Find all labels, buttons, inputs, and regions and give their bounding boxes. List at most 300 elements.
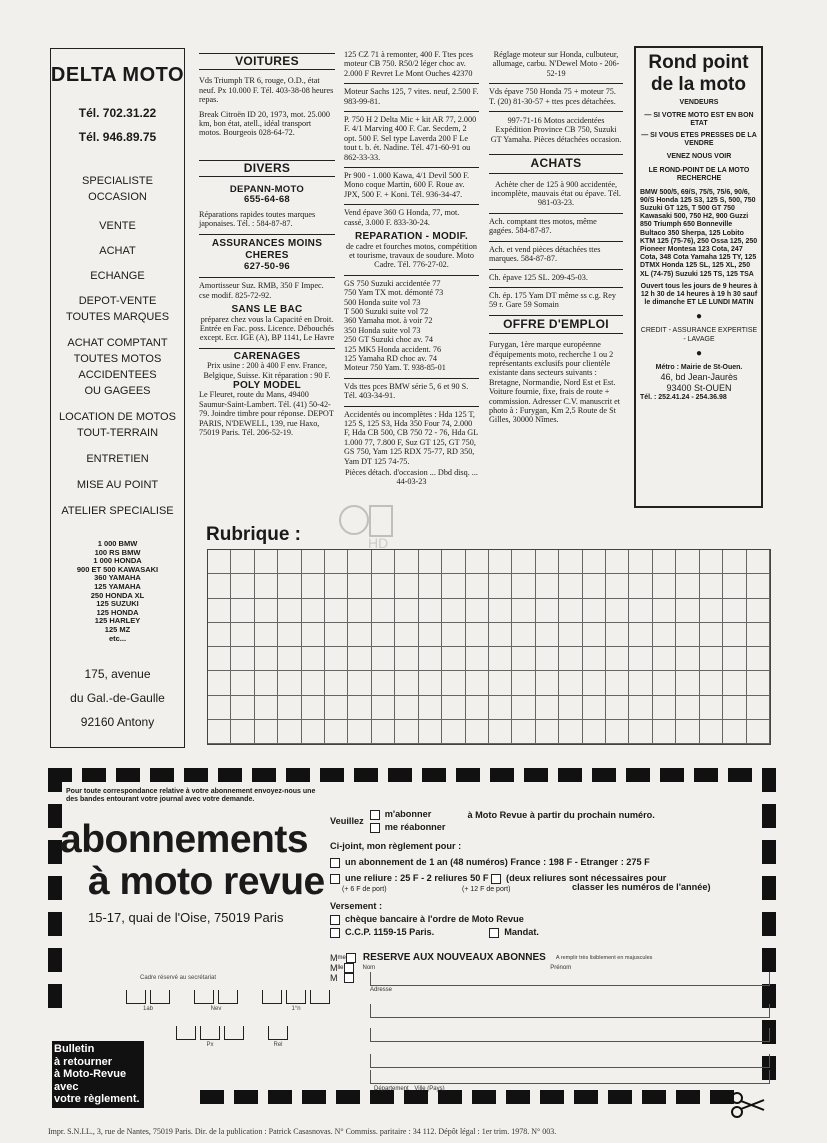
coupon-border-dash xyxy=(252,768,276,782)
grid-cell[interactable] xyxy=(723,671,746,695)
grid-cell[interactable] xyxy=(676,550,699,574)
grid-cell[interactable] xyxy=(231,671,254,695)
grid-cell[interactable] xyxy=(278,696,301,720)
voitures-heading: VOITURES xyxy=(235,54,299,68)
grid-cell[interactable] xyxy=(512,623,535,647)
ville-labels: Département Ville (Pays) xyxy=(374,1086,445,1092)
grid-cell[interactable] xyxy=(231,599,254,623)
grid-cell[interactable] xyxy=(419,599,442,623)
grid-cell[interactable] xyxy=(395,550,418,574)
grid-cell[interactable] xyxy=(700,550,723,574)
grid-cell[interactable] xyxy=(348,599,371,623)
classified-ad: Amortisseur Suz. RMB, 350 F Impec. cse modif. 825-72-92. xyxy=(199,281,324,300)
coupon-border-dash xyxy=(490,768,514,782)
grid-cell[interactable] xyxy=(536,574,559,598)
grid-cell[interactable] xyxy=(747,574,770,598)
grid-cell[interactable] xyxy=(372,671,395,695)
grid-cell[interactable] xyxy=(559,647,582,671)
grid-cell[interactable] xyxy=(395,720,418,744)
grid-cell[interactable] xyxy=(606,671,629,695)
coupon-form: Veuillez m'abonner me réabonner à Moto Revue à partir du prochain numéro. Ci-joint, mon règlement pour : un abonnement de 1 an (48 numéros) France : 198 F - Etranger : 275 F une reliure : 25 F - 2 reliures 50 F (deux reliures sont nécessaires pour (+ 6 F de port) (+ 12 F de port) classer les numéros de l'année) Versement : chèque bancaire à l'ordre de Moto Revue C.C.P. 1159-15 Paris. Mandat. xyxy=(330,809,711,937)
grid-cell[interactable] xyxy=(583,720,606,744)
coupon-border-dash xyxy=(626,768,650,782)
classified-ad: Ch. ép. 175 Yam DT même ss c.g. Rey 59 r. Gare 59 Somain xyxy=(489,290,616,310)
emploi-heading: OFFRE D'EMPLOI xyxy=(503,316,609,331)
classified-ad: Vds épave 750 Honda 75 + moteur 75. T. (20) 81-30-57 + ttes pces détachées. xyxy=(489,87,616,106)
grid-cell[interactable] xyxy=(653,550,676,574)
grid-cell[interactable] xyxy=(208,550,231,574)
coupon-border-dash xyxy=(336,1090,360,1104)
service-item: DEPOT-VENTE xyxy=(78,295,157,307)
grid-cell[interactable] xyxy=(629,647,652,671)
grid-cell[interactable] xyxy=(208,623,231,647)
divers-heading: DIVERS xyxy=(243,160,291,175)
grid-cell[interactable] xyxy=(302,720,325,744)
grid-cell[interactable] xyxy=(325,599,348,623)
grid-cell[interactable] xyxy=(606,574,629,598)
grid-cell[interactable] xyxy=(606,647,629,671)
grid-cell[interactable] xyxy=(395,696,418,720)
grid-cell[interactable] xyxy=(208,696,231,720)
grid-cell[interactable] xyxy=(278,599,301,623)
grid-cell[interactable] xyxy=(255,671,278,695)
reabonner-checkbox[interactable] xyxy=(370,823,380,833)
coupon-border-dash xyxy=(354,768,378,782)
grid-cell[interactable] xyxy=(559,623,582,647)
grid-cell[interactable] xyxy=(255,599,278,623)
classified-ad: Break Citroën ID 20, 1973, mot. 25.000 km, bon état, atell., idéal transport motos. Bourgeois 028-64-72. xyxy=(199,109,330,138)
cheque-checkbox[interactable] xyxy=(330,915,340,925)
grid-cell[interactable] xyxy=(208,720,231,744)
grid-cell[interactable] xyxy=(489,599,512,623)
bulletin-text: Bulletin à retourner à Moto-Revue avec votre règlement. xyxy=(52,1041,144,1108)
grid-cell[interactable] xyxy=(419,647,442,671)
grid-cell[interactable] xyxy=(302,574,325,598)
classified-ad: préparez chez vous la Capacité en Droit. Entrée en Fac. poss. Licence. Débouchés except. Ecr. IGE (A), BP 1141, Le Havre xyxy=(199,314,335,343)
coupon-border-dash xyxy=(540,1090,564,1104)
adresse-field-1[interactable] xyxy=(370,1004,770,1018)
grid-cell[interactable] xyxy=(395,647,418,671)
grid-cell[interactable] xyxy=(747,599,770,623)
classified-ad: Pièces détach. d'occasion ... Dbd disq. ... 44-03-23 xyxy=(345,468,478,487)
grid-cell[interactable] xyxy=(559,696,582,720)
grid-cell[interactable] xyxy=(653,623,676,647)
grid-cell[interactable] xyxy=(419,550,442,574)
grid-cell[interactable] xyxy=(348,647,371,671)
grid-cell[interactable] xyxy=(325,623,348,647)
grid-cell[interactable] xyxy=(255,623,278,647)
abonnement-checkbox[interactable] xyxy=(330,858,340,868)
rond-point-body: VENDEURS — SI VOTRE MOTO EST EN BON ETAT — SI VOUS ETES PRESSES DE LA VENDRE VENEZ NOUS VOIR LE ROND-POINT DE LA MOTO RECHERCHE BMW 500/5, 69/S, 75/5, 75/6, 90/6, 90/S Honda 125 S3, 125 S, 500, 750 Suzuki GT 125, T 500 GT 750 Kawasaki 500, 750 H2, 900 Guzzi 850 Triumph 650 Bonneville Bultaco 350 Sherpa, 125 Lobito KTM 125 (75-76), 250 Ossa 125, 250 Pioneer Montesa 123 Cota, 247 Cota, 348 Cota Yamaha 125 TY, 125 DTMX Honda 125 SL, 125 XL, 250 XL (74-75) Suzuki 125 TS, 125 TSA Ouvert tous les jours de 9 heures à 12 h 30 de 14 heures à 19 h 30 sauf le dimanche ET LE LUNDI MATIN ● CREDIT - ASSURANCE EXPERTISE - LAVAGE ● Métro : Mairie de St-Ouen. 46, bd Jean-Jaurès 93400 St-OUEN Tél. : 252.41.24 - 254.36.98 xyxy=(640,99,758,402)
grid-cell[interactable] xyxy=(629,696,652,720)
grid-cell[interactable] xyxy=(676,696,699,720)
grid-cell[interactable] xyxy=(442,574,465,598)
abonnement-note: Pour toute correspondance relative à votre abonnement envoyez-nous une des bandes entourant votre journal avec votre demande. xyxy=(66,788,316,803)
grid-cell[interactable] xyxy=(395,599,418,623)
grid-cell[interactable] xyxy=(676,671,699,695)
grid-cell[interactable] xyxy=(325,550,348,574)
grid-cell[interactable] xyxy=(489,696,512,720)
grid-cell[interactable] xyxy=(208,574,231,598)
coupon-border-dash xyxy=(48,948,62,972)
grid-cell[interactable] xyxy=(559,720,582,744)
grid-cell[interactable] xyxy=(208,599,231,623)
coupon-border-dash xyxy=(286,768,310,782)
grid-cell[interactable] xyxy=(583,696,606,720)
coupon-border-dash xyxy=(642,1090,666,1104)
grid-cell[interactable] xyxy=(302,671,325,695)
grid-cell[interactable] xyxy=(700,623,723,647)
grid-cell[interactable] xyxy=(348,574,371,598)
abonner-checkbox[interactable] xyxy=(370,810,380,820)
grid-cell[interactable] xyxy=(325,647,348,671)
grid-cell[interactable] xyxy=(629,671,652,695)
grid-cell[interactable] xyxy=(231,647,254,671)
coupon-border-dash xyxy=(456,768,480,782)
adresse-field-2[interactable] xyxy=(370,1028,770,1042)
grid-cell[interactable] xyxy=(512,671,535,695)
title-m-checkbox[interactable] xyxy=(346,953,356,963)
grid-cell[interactable] xyxy=(372,550,395,574)
coupon-border-dash xyxy=(608,1090,632,1104)
grid-cell[interactable] xyxy=(231,720,254,744)
grid-cell[interactable] xyxy=(466,574,489,598)
grid-cell[interactable] xyxy=(489,671,512,695)
coupon-border-dash xyxy=(200,1090,224,1104)
grid-cell[interactable] xyxy=(747,647,770,671)
grid-cell[interactable] xyxy=(559,599,582,623)
grid-cell[interactable] xyxy=(536,671,559,695)
grid-cell[interactable] xyxy=(395,574,418,598)
grid-cell[interactable] xyxy=(606,696,629,720)
grid-cell[interactable] xyxy=(629,599,652,623)
grid-cell[interactable] xyxy=(653,647,676,671)
grid-cell[interactable] xyxy=(325,720,348,744)
grid-cell[interactable] xyxy=(700,599,723,623)
nom-field[interactable] xyxy=(370,972,770,986)
grid-cell[interactable] xyxy=(419,671,442,695)
grid-cell[interactable] xyxy=(676,599,699,623)
coupon-border-dash xyxy=(404,1090,428,1104)
coupon-border-dash xyxy=(48,912,62,936)
delta-tel2: Tél. 946.89.75 xyxy=(78,130,157,144)
grid-cell[interactable] xyxy=(231,623,254,647)
grid-cell[interactable] xyxy=(302,599,325,623)
grid-cell[interactable] xyxy=(629,623,652,647)
grid-cell[interactable] xyxy=(325,696,348,720)
title-m-checkbox[interactable] xyxy=(344,973,354,983)
grid-cell[interactable] xyxy=(442,696,465,720)
grid-cell[interactable] xyxy=(676,720,699,744)
depann-title: DEPANN-MOTO xyxy=(229,184,305,196)
grid-cell[interactable] xyxy=(606,550,629,574)
coupon-border-dash xyxy=(48,768,62,792)
classified-ad: Achète cher de 125 à 900 accidentée, incomplète, mauvais état ou épave. Tél. 981-03-23. xyxy=(491,179,621,208)
classified-ad: Prix usine : 200 à 400 F env. France, Belgique, Suisse. Kit réparation : 90 F. xyxy=(203,361,331,380)
grid-cell[interactable] xyxy=(466,696,489,720)
grid-cell[interactable] xyxy=(536,623,559,647)
grid-cell[interactable] xyxy=(606,599,629,623)
grid-cell[interactable] xyxy=(489,647,512,671)
grid-cell[interactable] xyxy=(419,720,442,744)
moto-revue-title: à moto revue xyxy=(88,860,325,903)
grid-cell[interactable] xyxy=(231,574,254,598)
secretariat-boxes: 1ab Nev 1°n Px Rel xyxy=(124,990,332,1048)
grid-cell[interactable] xyxy=(606,623,629,647)
grid-cell[interactable] xyxy=(255,696,278,720)
classified-ad: Vend épave 360 G Honda, 77, mot. cassé, 3.000 F. 833-30-24. xyxy=(344,208,460,227)
grid-cell[interactable] xyxy=(278,623,301,647)
grid-cell[interactable] xyxy=(700,720,723,744)
classified-ad: Furygan, 1ère marque européenne d'équipements moto, recherche 1 ou 2 représentants exclusifs pour clientèle existante dans secteurs suivants : Bretagne, Normandie, Nord Est et Est. Voiture fournie, fixe, frais de route + commission. Adresser C.V. manuscrit et photo à : Furygan, Km 2,5 Route de St Gilles, 30000 Nîmes. xyxy=(489,340,621,425)
coupon-border-dash xyxy=(438,1090,462,1104)
grid-cell[interactable] xyxy=(747,696,770,720)
grid-cell[interactable] xyxy=(747,623,770,647)
grid-cell[interactable] xyxy=(653,671,676,695)
grid-cell[interactable] xyxy=(372,623,395,647)
delta-address: 175, avenue du Gal.-de-Gaulle 92160 Antony xyxy=(70,667,165,729)
classified-ad: de cadre et fourches motos, compétition et tourisme, travaux de soudure. Moto Cadre. Tél. 776-27-02. xyxy=(346,241,477,270)
column-four xyxy=(489,50,623,430)
coupon-border-dash xyxy=(48,984,62,1008)
grid-cell[interactable] xyxy=(278,550,301,574)
grid-cell[interactable] xyxy=(348,623,371,647)
service-item: ACHAT xyxy=(99,245,136,257)
grid-cell[interactable] xyxy=(536,599,559,623)
coupon-border-dash xyxy=(762,768,776,792)
service-item: ATELIER SPECIALISE xyxy=(61,505,174,517)
classified-ad: 125 CZ 71 à remonter, 400 F. Ttes pces moteur CB 750. R50/2 léger choc av. 2.000 F Revret Le Mont Ouches 42370 xyxy=(344,50,473,78)
grid-cell[interactable] xyxy=(489,550,512,574)
grid-cell[interactable] xyxy=(466,647,489,671)
service-item: ECHANGE xyxy=(90,270,145,282)
grid-cell[interactable] xyxy=(559,671,582,695)
grid-cell[interactable] xyxy=(512,647,535,671)
coupon-border-dash xyxy=(82,768,106,782)
grid-cell[interactable] xyxy=(583,574,606,598)
coupon-border-dash xyxy=(694,768,718,782)
grid-cell[interactable] xyxy=(348,696,371,720)
classified-ad: Ch. épave 125 SL. 209-45-03. xyxy=(489,272,588,282)
grid-cell[interactable] xyxy=(723,599,746,623)
grid-cell[interactable] xyxy=(348,671,371,695)
grid-cell[interactable] xyxy=(747,720,770,744)
grid-cell[interactable] xyxy=(208,647,231,671)
grid-cell[interactable] xyxy=(676,574,699,598)
nouveaux-abonnes: M me RESERVE AUX NOUVEAUX ABONNES A remplir très lisiblement en majuscules M lle Nom Prénom M Adresse xyxy=(330,952,653,993)
grid-cell[interactable] xyxy=(583,671,606,695)
grid-cell[interactable] xyxy=(255,720,278,744)
grid-cell[interactable] xyxy=(442,623,465,647)
coupon-border-dash xyxy=(676,1090,700,1104)
grid-cell[interactable] xyxy=(489,574,512,598)
grid-cell[interactable] xyxy=(231,696,254,720)
grid-cell[interactable] xyxy=(442,647,465,671)
grid-cell[interactable] xyxy=(325,574,348,598)
grid-cell[interactable] xyxy=(442,550,465,574)
service-item: ACCIDENTEES xyxy=(78,369,157,381)
cadre-secretariat: Cadre réservé au secrétariat xyxy=(140,975,217,981)
grid-cell[interactable] xyxy=(512,696,535,720)
coupon-border-dash xyxy=(388,768,412,782)
coupon-border-dash xyxy=(302,1090,326,1104)
grid-cell[interactable] xyxy=(723,696,746,720)
grid-cell[interactable] xyxy=(512,574,535,598)
mandat-checkbox[interactable] xyxy=(489,928,499,938)
assurances-title: ASSURANCES MOINS CHERES xyxy=(211,237,323,261)
depann-tel: 655-64-68 xyxy=(243,193,290,205)
grid-cell[interactable] xyxy=(723,550,746,574)
grid-cell[interactable] xyxy=(348,550,371,574)
rubrique-grid[interactable] xyxy=(207,549,771,745)
coupon-border-dash xyxy=(320,768,344,782)
achats-heading: ACHATS xyxy=(530,156,582,171)
grid-cell[interactable] xyxy=(559,550,582,574)
service-item: OU GAGEES xyxy=(84,385,151,397)
coupon-border-dash xyxy=(422,768,446,782)
grid-cell[interactable] xyxy=(747,550,770,574)
classified-ad: P. 750 H 2 Delta Mic + kit AR 77, 2.000 F. 4/1 Marving 400 F. Car. Secdem, 2 opt. 500 F. Sel type Laverda 200 F Le tout t. b. ét. Nadine. Tél. 471-60-91 ou 862-33-33. xyxy=(344,115,477,162)
grid-cell[interactable] xyxy=(419,696,442,720)
grid-cell[interactable] xyxy=(700,671,723,695)
grid-cell[interactable] xyxy=(512,599,535,623)
service-item: ACHAT COMPTANT xyxy=(67,337,168,349)
grid-cell[interactable] xyxy=(723,720,746,744)
grid-cell[interactable] xyxy=(466,720,489,744)
grid-cell[interactable] xyxy=(489,623,512,647)
classified-ad: Réglage moteur sur Honda, culbuteur, allumage, carbu. N'Dewel Moto - 206-52-19 xyxy=(492,50,620,78)
grid-cell[interactable] xyxy=(442,599,465,623)
reliures-checkbox[interactable] xyxy=(491,874,501,884)
grid-cell[interactable] xyxy=(278,647,301,671)
grid-cell[interactable] xyxy=(747,671,770,695)
grid-cell[interactable] xyxy=(372,720,395,744)
grid-cell[interactable] xyxy=(302,647,325,671)
grid-cell[interactable] xyxy=(536,647,559,671)
grid-cell[interactable] xyxy=(583,599,606,623)
grid-cell[interactable] xyxy=(536,720,559,744)
grid-cell[interactable] xyxy=(653,599,676,623)
coupon-border-dash xyxy=(506,1090,530,1104)
grid-cell[interactable] xyxy=(419,623,442,647)
grid-cell[interactable] xyxy=(536,550,559,574)
coupon-border-dash xyxy=(592,768,616,782)
grid-cell[interactable] xyxy=(512,720,535,744)
coupon-border-dash xyxy=(218,768,242,782)
grid-cell[interactable] xyxy=(559,574,582,598)
grid-cell[interactable] xyxy=(372,599,395,623)
grid-cell[interactable] xyxy=(372,647,395,671)
watermark-logo xyxy=(336,500,396,550)
grid-cell[interactable] xyxy=(372,574,395,598)
service-item: TOUT-TERRAIN xyxy=(76,427,159,439)
grid-cell[interactable] xyxy=(700,647,723,671)
grid-cell[interactable] xyxy=(653,720,676,744)
grid-cell[interactable] xyxy=(512,550,535,574)
grid-cell[interactable] xyxy=(676,623,699,647)
grid-cell[interactable] xyxy=(278,671,301,695)
coupon-border-dash xyxy=(184,768,208,782)
title-mlle-checkbox[interactable] xyxy=(344,963,354,973)
coupon-border-dash xyxy=(48,876,62,900)
grid-cell[interactable] xyxy=(700,574,723,598)
adresse-field-3[interactable] xyxy=(370,1054,770,1068)
grid-cell[interactable] xyxy=(629,550,652,574)
coupon-border-dash xyxy=(370,1090,394,1104)
grid-cell[interactable] xyxy=(278,574,301,598)
svg-text:HD: HD xyxy=(368,535,389,550)
grid-cell[interactable] xyxy=(395,623,418,647)
grid-cell[interactable] xyxy=(372,696,395,720)
coupon-border-dash xyxy=(150,768,174,782)
scissors-icon xyxy=(730,1090,766,1120)
grid-cell[interactable] xyxy=(442,720,465,744)
delta-models: 1 000 BMW 100 RS BMW 1 000 HONDA 900 ET 500 KAWASAKI 360 YAMAHA 125 YAMAHA 250 HONDA XL 125 SUZUKI 125 HONDA 125 HARLEY 125 MZ etc... xyxy=(76,539,159,643)
classified-ad-list: GS 750 Suzuki accidentée 77 750 Yam TX mot. démonté 73 500 Honda suite vol 73 T 500 Suzuki suite vol 72 360 Yamaha mot. à voir 72 350 Honda suite vol 73 250 GT Suzuki choc av. 74 125 MK5 Honda accident. 76 125 Yamaha RD choc av. 74 Moteur 750 Yam. T. 938-85-01 xyxy=(344,278,446,373)
grid-cell[interactable] xyxy=(466,623,489,647)
grid-cell[interactable] xyxy=(629,574,652,598)
service-item: LOCATION DE MOTOS xyxy=(59,411,176,423)
grid-cell[interactable] xyxy=(583,647,606,671)
grid-cell[interactable] xyxy=(325,671,348,695)
grid-cell[interactable] xyxy=(302,696,325,720)
grid-cell[interactable] xyxy=(583,623,606,647)
service-item: TOUTES MARQUES xyxy=(65,311,170,323)
grid-cell[interactable] xyxy=(255,550,278,574)
grid-cell[interactable] xyxy=(536,696,559,720)
grid-cell[interactable] xyxy=(583,550,606,574)
grid-cell[interactable] xyxy=(255,647,278,671)
grid-cell[interactable] xyxy=(442,671,465,695)
delta-title: DELTA MOTO xyxy=(50,64,185,86)
grid-cell[interactable] xyxy=(419,574,442,598)
grid-cell[interactable] xyxy=(653,574,676,598)
grid-cell[interactable] xyxy=(278,720,301,744)
grid-cell[interactable] xyxy=(723,574,746,598)
ccp-checkbox[interactable] xyxy=(330,928,340,938)
grid-cell[interactable] xyxy=(231,550,254,574)
grid-cell[interactable] xyxy=(606,720,629,744)
grid-cell[interactable] xyxy=(489,720,512,744)
grid-cell[interactable] xyxy=(348,720,371,744)
classified-ad: 997-71-16 Motos accidentées Expédition Province CB 750, Suzuki GT Yamaha. Pièces détachées occasion. xyxy=(490,116,622,144)
grid-cell[interactable] xyxy=(700,696,723,720)
grid-cell[interactable] xyxy=(302,550,325,574)
coupon-border-dash xyxy=(268,1090,292,1104)
coupon-border-dash xyxy=(574,1090,598,1104)
grid-cell[interactable] xyxy=(466,599,489,623)
classified-ad: Vds Triumph TR 6, rouge, O.D., état neuf. Px 10.000 F. Tél. 403-38-08 heures repas. xyxy=(199,76,334,105)
reliure-checkbox[interactable] xyxy=(330,874,340,884)
service-item: VENTE xyxy=(99,220,136,232)
grid-cell[interactable] xyxy=(723,623,746,647)
abonnements-title: abonnements xyxy=(60,818,309,861)
imprint-footer: Impr. S.N.I.L., 3, rue de Nantes, 75019 Paris. Dir. de la publication : Patrick Casasnovas. N° Commiss. paritaire : 34 112. Dépôt légal : 1er trim. 1978. N° 003. xyxy=(48,1127,557,1136)
grid-cell[interactable] xyxy=(466,671,489,695)
ville-field[interactable] xyxy=(370,1070,770,1084)
grid-cell[interactable] xyxy=(629,720,652,744)
grid-cell[interactable] xyxy=(208,671,231,695)
grid-cell[interactable] xyxy=(653,696,676,720)
grid-cell[interactable] xyxy=(255,574,278,598)
grid-cell[interactable] xyxy=(466,550,489,574)
grid-cell[interactable] xyxy=(395,671,418,695)
rond-point-title: Rond point de la moto xyxy=(648,52,749,95)
grid-cell[interactable] xyxy=(676,647,699,671)
grid-cell[interactable] xyxy=(723,647,746,671)
poly-model-title: POLY MODEL xyxy=(232,379,301,391)
grid-cell[interactable] xyxy=(302,623,325,647)
